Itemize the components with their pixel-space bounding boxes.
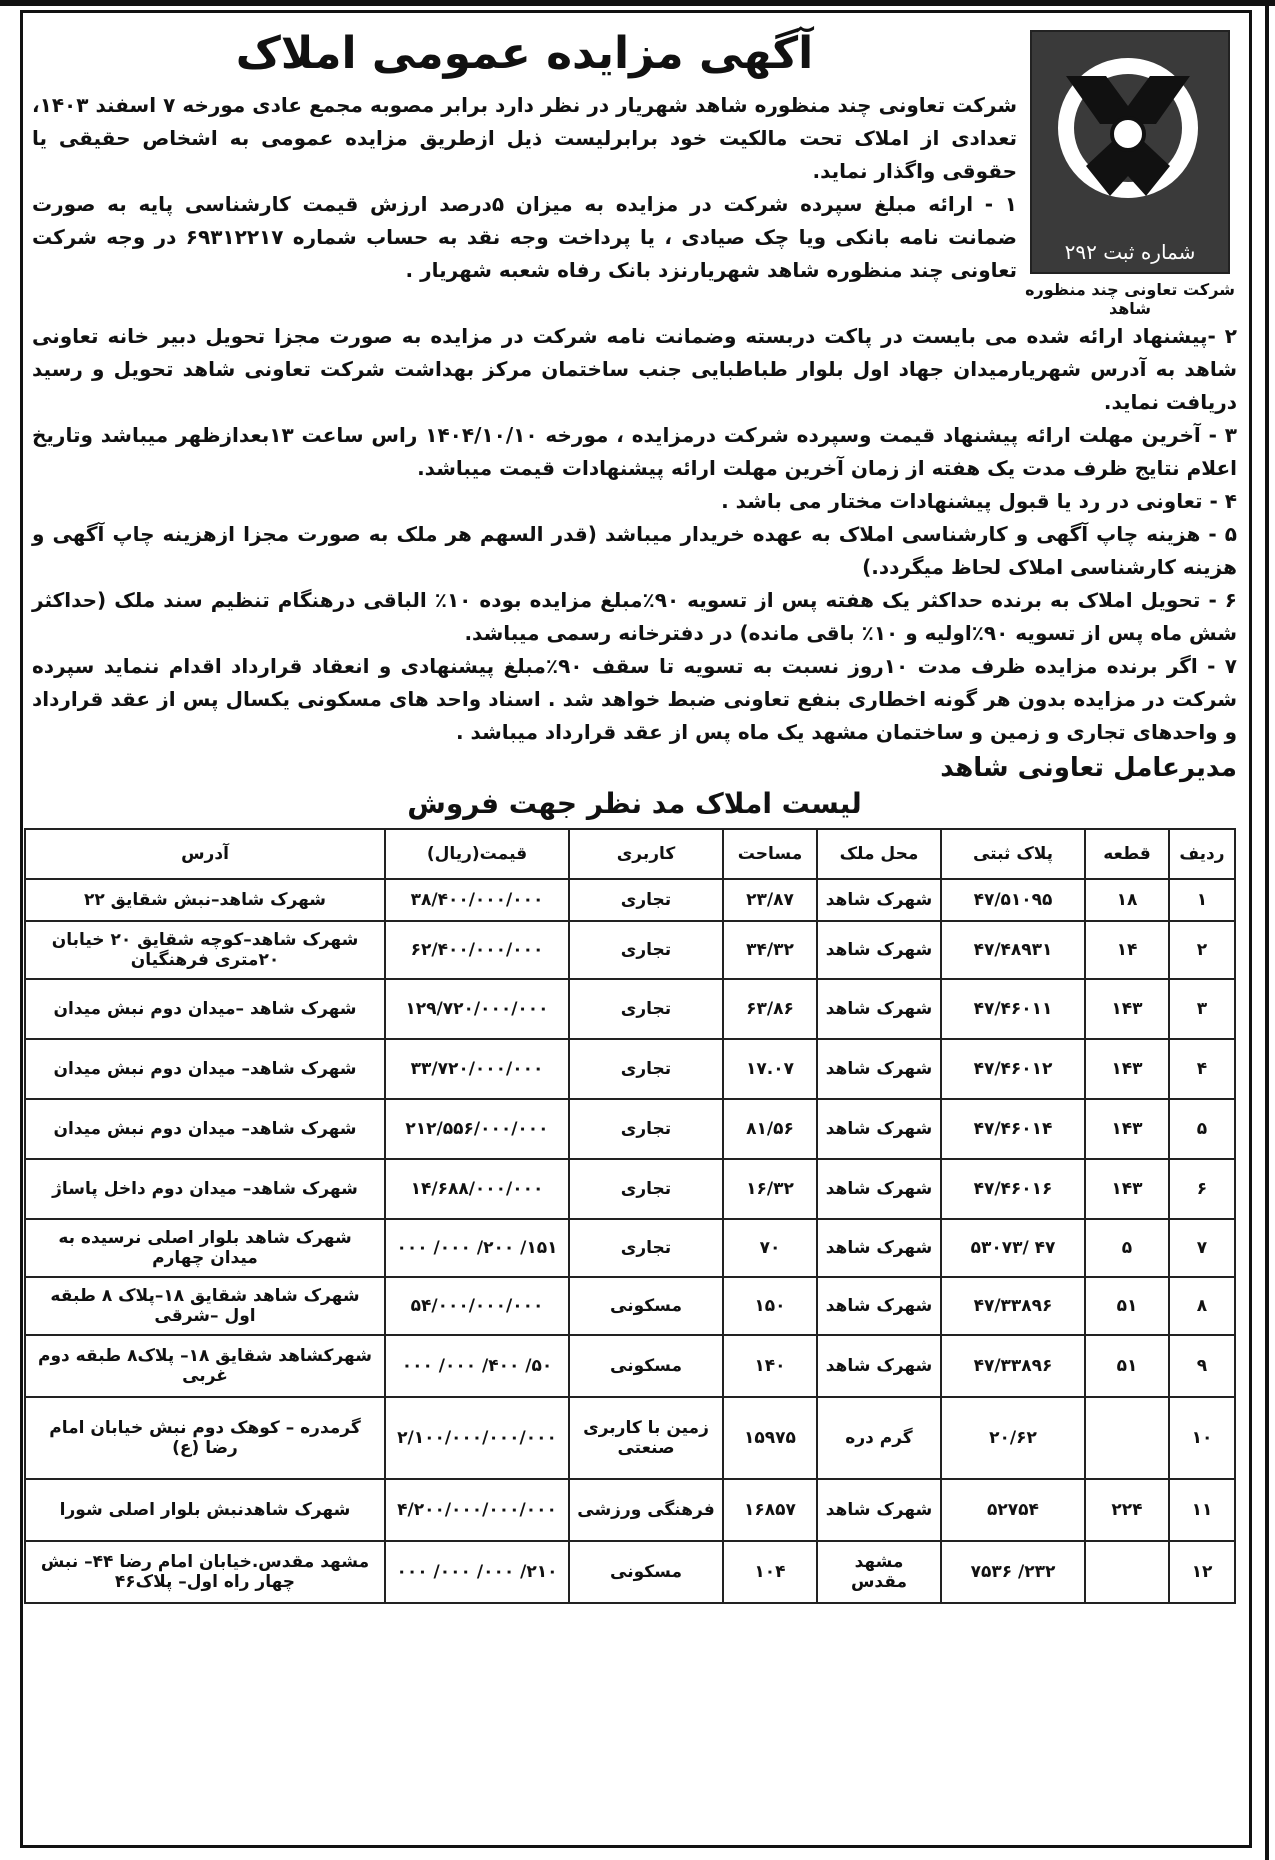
cell-price: ۲۱۰/ ۰۰۰/ ۰۰۰/ ۰۰۰ <box>385 1541 569 1603</box>
condition-1: ۱ - ارائه مبلغ سپرده شرکت در مزایده به میزان ۵درصد ارزش قیمت کارشناسی پایه به صورت ضمانت نامه بانکی ویا چک صیادی ، یا پرداخت وجه نقد به حساب شماره ۶۹۳۱۲۲۱۷ در وجه شرکت تعاونی چند منظوره شاهد شهریارنزد بانک رفاه شعبه شهریار . <box>32 192 1017 282</box>
right-border-rule <box>1265 0 1269 1860</box>
cell-registration-plate: ۲۳۲/ ۷۵۳۶ <box>941 1541 1085 1603</box>
cell-plot: ۵ <box>1085 1219 1169 1277</box>
cell-price: ۱۴/۶۸۸/۰۰۰/۰۰۰ <box>385 1159 569 1219</box>
table-row <box>25 1039 1235 1099</box>
cell-registration-plate: ۴۷/۴۶۰۱۲ <box>941 1039 1085 1099</box>
cell-row-number: ۲ <box>1169 921 1235 979</box>
cell-usage: تجاری <box>569 879 723 921</box>
cell-row-number: ۹ <box>1169 1335 1235 1397</box>
cell-usage: تجاری <box>569 1159 723 1219</box>
cell-registration-plate: ۵۲۷۵۴ <box>941 1479 1085 1541</box>
table-header-row <box>25 829 1235 879</box>
cell-price: ۲/۱۰۰/۰۰۰/۰۰۰/۰۰۰ <box>385 1397 569 1479</box>
cell-location: شهرک شاهد <box>817 1479 941 1541</box>
col-area: مساحت <box>723 829 817 879</box>
cell-location: شهرک شاهد <box>817 1099 941 1159</box>
cell-area: ۳۴/۳۲ <box>723 921 817 979</box>
condition-6: ۶ - تحویل املاک به برنده حداکثر یک هفته پس از تسویه ۹۰٪مبلغ مزایده بوده ۱۰٪ الباقی درهنگام تنظیم سند ملک (حداکثر شش ماه پس از تسویه ۹۰٪اولیه و ۱۰٪ باقی مانده) در دفترخانه رسمی میباشد. <box>32 588 1237 645</box>
cell-location: گرم دره <box>817 1397 941 1479</box>
condition-4: ۴ - تعاونی در رد یا قبول پیشنهادات مختار می باشد . <box>721 489 1237 513</box>
cell-price: ۱۵۱/ ۲۰۰/ ۰۰۰/ ۰۰۰ <box>385 1219 569 1277</box>
cell-address: شهرک شاهدنبش بلوار اصلی شورا <box>25 1479 385 1541</box>
col-registration-plate: پلاک ثبتی <box>941 829 1085 879</box>
signature: مدیرعامل تعاونی شاهد <box>940 753 1237 783</box>
cell-plot: ۲۲۴ <box>1085 1479 1169 1541</box>
cell-location: شهرک شاهد <box>817 1277 941 1335</box>
col-price: قیمت(ریال) <box>385 829 569 879</box>
cell-usage: تجاری <box>569 979 723 1039</box>
condition-5: ۵ - هزینه چاپ آگهی و کارشناسی املاک به عهده خریدار میباشد (قدر السهم هر ملک به صورت مجزا ازهزینه چاپ آگهی و هزینه کارشناسی املاک لحاظ میگردد.) <box>32 522 1237 579</box>
cell-usage: مسکونی <box>569 1335 723 1397</box>
logo-emblem-icon <box>1046 46 1210 216</box>
cell-area: ۱۵۹۷۵ <box>723 1397 817 1479</box>
cell-address: شهرک شاهد –میدان دوم نبش میدان <box>25 979 385 1039</box>
table-row <box>25 1397 1235 1479</box>
cell-address: شهرک شاهد– میدان دوم نبش میدان <box>25 1099 385 1159</box>
cell-area: ۱۶۸۵۷ <box>723 1479 817 1541</box>
cell-plot <box>1085 1397 1169 1479</box>
cell-registration-plate: ۴۷/۵۱۰۹۵ <box>941 879 1085 921</box>
cell-location: شهرک شاهد <box>817 979 941 1039</box>
cell-plot: ۵۱ <box>1085 1277 1169 1335</box>
cell-registration-plate: ۴۷ /۵۳۰۷۳ <box>941 1219 1085 1277</box>
header-text <box>32 22 1017 287</box>
cell-location: شهرک شاهد <box>817 879 941 921</box>
cell-price: ۶۲/۴۰۰/۰۰۰/۰۰۰ <box>385 921 569 979</box>
condition-3: ۳ - آخرین مهلت ارائه پیشنهاد قیمت وسپرده شرکت درمزایده ، مورخه ۱۴۰۴/۱۰/۱۰ راس ساعت ۱۳بعدازظهر میباشد وتاریخ اعلام نتایج ظرف مدت یک هفته از زمان آخرین مهلت ارائه پیشنهادات قیمت میباشد. <box>32 423 1237 480</box>
cell-usage: مسکونی <box>569 1541 723 1603</box>
cell-usage: مسکونی <box>569 1277 723 1335</box>
cell-registration-plate: ۴۷/۴۶۰۱۱ <box>941 979 1085 1039</box>
cell-plot: ۵۱ <box>1085 1335 1169 1397</box>
notice-title: آگهی مزایده عمومی املاک <box>235 28 814 79</box>
cell-usage: فرهنگی ورزشی <box>569 1479 723 1541</box>
cell-usage: تجاری <box>569 1099 723 1159</box>
logo-caption: شرکت تعاونی چند منظوره شاهد <box>1025 280 1235 318</box>
cell-area: ۱۶/۳۲ <box>723 1159 817 1219</box>
cell-address: شهرکشاهد شقایق ۱۸– پلاک۸ طبقه دوم غربی <box>25 1335 385 1397</box>
cell-area: ۷۰ <box>723 1219 817 1277</box>
col-plot: قطعه <box>1085 829 1169 879</box>
cell-row-number: ۶ <box>1169 1159 1235 1219</box>
conditions-list <box>32 320 1237 749</box>
cell-registration-plate: ۴۷/۴۸۹۳۱ <box>941 921 1085 979</box>
cell-plot: ۱۴۳ <box>1085 1159 1169 1219</box>
cell-address: شهرک شاهد– میدان دوم نبش میدان <box>25 1039 385 1099</box>
col-address: آدرس <box>25 829 385 879</box>
table-body <box>25 879 1235 1603</box>
table-row <box>25 1219 1235 1277</box>
cell-location: شهرک شاهد <box>817 921 941 979</box>
cell-price: ۳۸/۴۰۰/۰۰۰/۰۰۰ <box>385 879 569 921</box>
cell-address: شهرک شاهد شقایق ۱۸–پلاک ۸ طبقه اول –شرقی <box>25 1277 385 1335</box>
cell-plot: ۱۴۳ <box>1085 1099 1169 1159</box>
cell-area: ۶۳/۸۶ <box>723 979 817 1039</box>
cell-usage: تجاری <box>569 1219 723 1277</box>
cell-row-number: ۸ <box>1169 1277 1235 1335</box>
cell-registration-plate: ۴۷/۳۳۸۹۶ <box>941 1335 1085 1397</box>
cell-row-number: ۱۰ <box>1169 1397 1235 1479</box>
table-row <box>25 879 1235 921</box>
cell-price: ۵۴/۰۰۰/۰۰۰/۰۰۰ <box>385 1277 569 1335</box>
table-row <box>25 1099 1235 1159</box>
cell-usage: زمین با کاربری صنعتی <box>569 1397 723 1479</box>
cell-location: شهرک شاهد <box>817 1335 941 1397</box>
cell-row-number: ۴ <box>1169 1039 1235 1099</box>
properties-table <box>24 828 1236 1604</box>
cell-registration-plate: ۴۷/۳۳۸۹۶ <box>941 1277 1085 1335</box>
table-row <box>25 1277 1235 1335</box>
top-border-rule <box>0 0 1275 6</box>
intro-paragraph <box>32 89 1017 188</box>
cell-registration-plate: ۴۷/۴۶۰۱۴ <box>941 1099 1085 1159</box>
cell-price: ۳۳/۷۲۰/۰۰۰/۰۰۰ <box>385 1039 569 1099</box>
col-location: محل ملک <box>817 829 941 879</box>
cell-address: مشهد مقدس.خیابان امام رضا ۴۴– نبش چهار راه اول– پلاک۴۶ <box>25 1541 385 1603</box>
cell-address: شهرک شاهد–کوچه شقایق ۲۰ خیابان ۲۰متری فرهنگیان <box>25 921 385 979</box>
cell-plot: ۱۴۳ <box>1085 979 1169 1039</box>
cell-row-number: ۷ <box>1169 1219 1235 1277</box>
table-row <box>25 1479 1235 1541</box>
cell-price: ۴/۲۰۰/۰۰۰/۰۰۰/۰۰۰ <box>385 1479 569 1541</box>
cell-row-number: ۱۲ <box>1169 1541 1235 1603</box>
cell-usage: تجاری <box>569 1039 723 1099</box>
cell-row-number: ۱ <box>1169 879 1235 921</box>
cell-area: ۱۷.۰۷ <box>723 1039 817 1099</box>
cell-plot: ۱۴۳ <box>1085 1039 1169 1099</box>
cell-address: شهرک شاهد–نبش شقایق ۲۲ <box>25 879 385 921</box>
table-row <box>25 1335 1235 1397</box>
cell-plot: ۱۴ <box>1085 921 1169 979</box>
cell-location: مشهد مقدس <box>817 1541 941 1603</box>
notice-header <box>32 22 1237 318</box>
logo-block <box>1023 22 1237 318</box>
cell-price: ۲۱۲/۵۵۶/۰۰۰/۰۰۰ <box>385 1099 569 1159</box>
cell-row-number: ۱۱ <box>1169 1479 1235 1541</box>
condition-2: ۲ -پیشنهاد ارائه شده می بایست در پاکت دربسته وضمانت نامه شرکت در مزایده به صورت مجزا تحویل دبیر خانه تعاونی شاهد به آدرس شهریارمیدان جهاد اول بلوار طباطبایی جنب ساختمان مرکز بهداشت شرکت تعاونی شاهد تحویل و رسید دریافت نماید. <box>32 324 1237 414</box>
cell-location: شهرک شاهد <box>817 1159 941 1219</box>
cell-row-number: ۳ <box>1169 979 1235 1039</box>
cell-address: شهرک شاهد– میدان دوم داخل پاساژ <box>25 1159 385 1219</box>
cell-location: شهرک شاهد <box>817 1039 941 1099</box>
list-title: لیست املاک مد نظر جهت فروش <box>407 787 862 820</box>
cell-location: شهرک شاهد <box>817 1219 941 1277</box>
cell-address: گرمدره – کوهک دوم نبش خیابان امام رضا (ع) <box>25 1397 385 1479</box>
cell-plot: ۱۸ <box>1085 879 1169 921</box>
cell-registration-plate: ۴۷/۴۶۰۱۶ <box>941 1159 1085 1219</box>
cell-row-number: ۵ <box>1169 1099 1235 1159</box>
condition-7: ۷ - اگر برنده مزایده ظرف مدت ۱۰روز نسبت به تسویه تا سقف ۹۰٪مبلغ پیشنهادی و انعقاد قرارداد اقدام ننماید سپرده شرکت در مزایده بدون هر گونه اخطاری بنفع تعاونی ضبط خواهد شد . اسناد واحد های مسکونی یکسال پس از عقد قرارداد و واحدهای تجاری و زمین و ساختمان مشهد یک ماه پس از عقد قرارداد میباشد . <box>32 654 1237 744</box>
cell-area: ۱۴۰ <box>723 1335 817 1397</box>
logo-registration-text: شماره ثبت ۲۹۲ <box>1064 240 1196 264</box>
table-row <box>25 921 1235 979</box>
table-row <box>25 1541 1235 1603</box>
cell-price: ۵۰/ ۴۰۰/ ۰۰۰/ ۰۰۰ <box>385 1335 569 1397</box>
cell-plot <box>1085 1541 1169 1603</box>
col-row-number: ردیف <box>1169 829 1235 879</box>
cell-area: ۱۵۰ <box>723 1277 817 1335</box>
intro-lead: شرکت تعاونی چند منظوره شاهد شهریار در نظر دارد <box>494 93 1017 117</box>
intro-rest: برابر مصوبه مجمع عادی مورخه ۷ اسفند ۱۴۰۳، تعدادی از املاک تحت مالکیت خود برابرلیست ذیل ازطریق مزایده عمومی به اشخاص حقیقی یا حقوقی واگذار نماید. <box>32 93 1017 183</box>
cell-usage: تجاری <box>569 921 723 979</box>
cell-area: ۲۳/۸۷ <box>723 879 817 921</box>
cell-price: ۱۲۹/۷۲۰/۰۰۰/۰۰۰ <box>385 979 569 1039</box>
col-usage: کاربری <box>569 829 723 879</box>
cell-area: ۸۱/۵۶ <box>723 1099 817 1159</box>
cell-area: ۱۰۴ <box>723 1541 817 1603</box>
cell-registration-plate: ۲۰/۶۲ <box>941 1397 1085 1479</box>
table-row <box>25 979 1235 1039</box>
cell-address: شهرک شاهد بلوار اصلی نرسیده به میدان چهارم <box>25 1219 385 1277</box>
notice-content <box>32 22 1237 1604</box>
table-row <box>25 1159 1235 1219</box>
cooperative-logo <box>1030 30 1230 274</box>
